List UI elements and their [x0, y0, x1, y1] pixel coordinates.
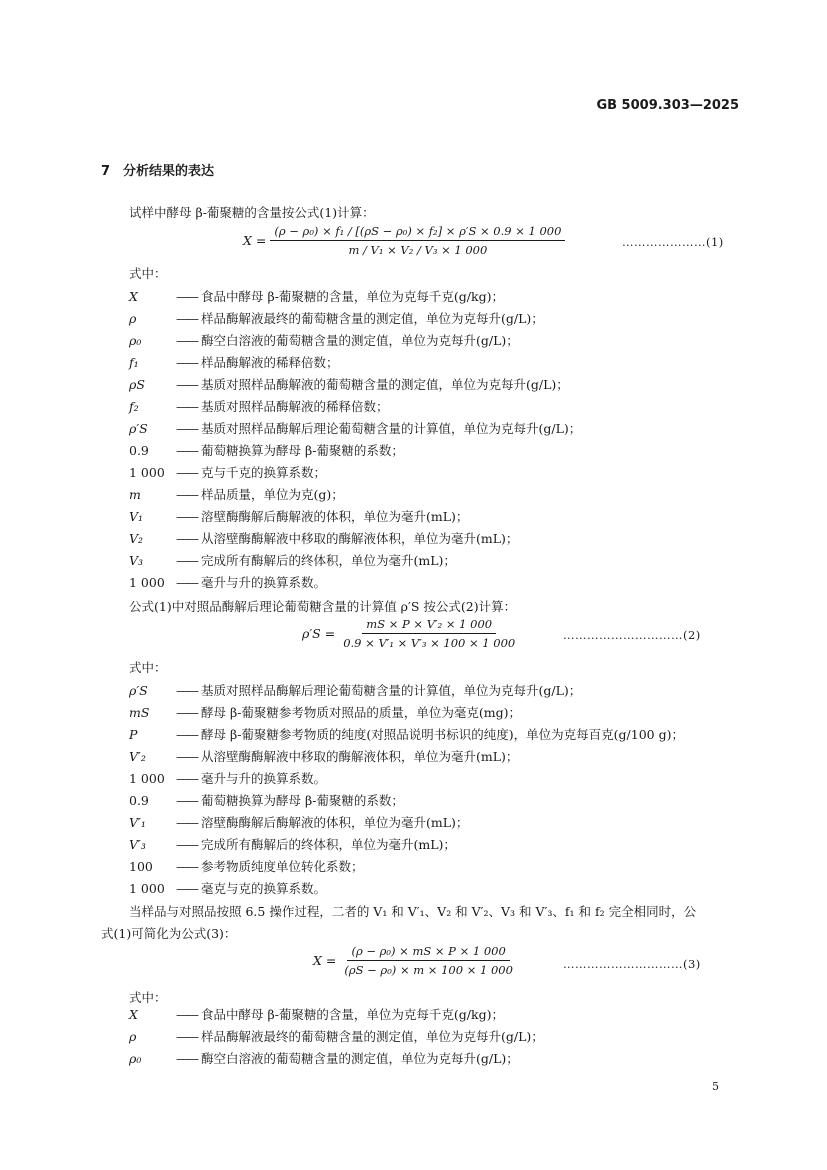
variable-description: 基质对照样品酶解液的稀释倍数；: [201, 399, 389, 414]
intro-formula-2: 公式(1)中对照品酶解后理论葡萄糖含量的计算值 ρ′S 按公式(2)计算：: [129, 599, 517, 614]
variable-symbol: V₂: [129, 531, 144, 546]
where-label-3: 式中：: [129, 990, 167, 1005]
formula-1-number: …………………(1): [622, 235, 724, 249]
formula-2-lhs: ρ′S =: [302, 626, 336, 641]
formula-3-denominator: (ρS − ρ₀) × m × 100 × 1 000: [344, 963, 513, 977]
variable-description: 酵母 β-葡聚糖参考物质的纯度(对照品说明书标识的纯度)，单位为克每百克(g/100 g)；: [201, 727, 684, 742]
variable-row: [129, 374, 569, 396]
definition-dash: ——: [176, 1051, 197, 1066]
definition-dash: ——: [176, 465, 197, 480]
definition-dash: ——: [176, 377, 197, 392]
variable-description: 毫升与升的换算系数。: [201, 771, 327, 786]
definition-dash: ——: [176, 859, 197, 874]
definition-dash: ——: [176, 771, 197, 786]
variable-symbol: ρS: [129, 377, 145, 392]
variable-row: [129, 572, 326, 594]
formula-3-number: …………………………(3): [563, 957, 701, 971]
variable-row: [129, 812, 468, 834]
variable-description: 葡萄糖换算为酵母 β-葡聚糖的系数；: [201, 443, 404, 458]
variable-symbol: m: [129, 487, 141, 502]
variable-row: [129, 352, 339, 374]
variable-symbol: X: [129, 1007, 138, 1022]
definition-dash: ——: [176, 333, 197, 348]
variable-symbol: P: [129, 727, 138, 742]
definition-dash: ——: [176, 311, 197, 326]
variable-symbol: 1 000: [129, 465, 165, 480]
section-title: 分析结果的表达: [123, 164, 215, 179]
variable-description: 酶空白溶液的葡萄糖含量的测定值，单位为克每升(g/L)；: [201, 333, 519, 348]
variable-symbol: mS: [129, 705, 150, 720]
variable-row: [129, 418, 581, 440]
variable-symbol: ρ: [129, 311, 137, 326]
variable-description: 酵母 β-葡聚糖参考物质对照品的质量，单位为毫克(mg)；: [201, 705, 522, 720]
variable-description: 样品酶解液的稀释倍数；: [201, 355, 339, 370]
formula-1: [243, 224, 565, 257]
definition-dash: ——: [176, 705, 197, 720]
variable-row: [129, 768, 326, 790]
variable-row: [129, 484, 344, 506]
variable-symbol: 1 000: [129, 771, 165, 786]
variable-symbol: 100: [129, 859, 153, 874]
page-number: 5: [712, 1080, 719, 1093]
variable-symbol: f₂: [129, 399, 139, 414]
variable-description: 参考物质纯度单位转化系数；: [201, 859, 364, 874]
variable-row: [129, 856, 364, 878]
formula-2-numerator: mS × P × V′₂ × 1 000: [362, 617, 496, 634]
variable-description: 从溶壁酶酶解液中移取的酶解液体积，单位为毫升(mL)；: [201, 531, 519, 546]
variable-symbol: ρ′S: [129, 683, 148, 698]
definition-dash: ——: [176, 793, 197, 808]
variable-row: [129, 506, 468, 528]
variable-row: [129, 396, 389, 418]
definition-dash: ——: [176, 487, 197, 502]
variable-description: 完成所有酶解后的终体积，单位为毫升(mL)；: [201, 837, 456, 852]
definition-dash: ——: [176, 553, 197, 568]
variable-row: [129, 550, 456, 572]
variable-row: [129, 834, 456, 856]
definition-dash: ——: [176, 727, 197, 742]
variable-description: 葡萄糖换算为酵母 β-葡聚糖的系数；: [201, 793, 404, 808]
intro-formula-3-line-1: 当样品与对照品按照 6.5 操作过程，二者的 V₁ 和 V′₁、V₂ 和 V′₂、V₃ 和 V′₃、f₁ 和 f₂ 完全相同时，公: [129, 904, 697, 919]
definition-dash: ——: [176, 749, 197, 764]
definition-dash: ——: [176, 1029, 197, 1044]
variable-symbol: 1 000: [129, 575, 165, 590]
variable-description: 基质对照样品酶解后理论葡萄糖含量的计算值，单位为克每升(g/L)；: [201, 683, 582, 698]
variable-row: [129, 680, 581, 702]
variable-symbol: V₁: [129, 509, 144, 524]
formula-1-fraction: [270, 224, 565, 257]
variable-description: 毫克与克的换算系数。: [201, 881, 327, 896]
variable-row: [129, 440, 404, 462]
variable-description: 基质对照样品酶解液的葡萄糖含量的测定值，单位为克每升(g/L)；: [201, 377, 569, 392]
formula-2-denominator: 0.9 × V′₁ × V′₃ × 100 × 1 000: [343, 636, 516, 650]
variable-description: 样品酶解液最终的葡萄糖含量的测定值，单位为克每升(g/L)；: [201, 1029, 544, 1044]
definition-dash: ——: [176, 509, 197, 524]
standard-number: GB 5009.303—2025: [596, 98, 739, 113]
variable-row: [129, 724, 684, 746]
definition-dash: ——: [176, 881, 197, 896]
definition-dash: ——: [176, 399, 197, 414]
variable-row: [129, 790, 404, 812]
variable-row: [129, 1004, 504, 1026]
variable-row: [129, 702, 521, 724]
variable-symbol: ρ₀: [129, 1051, 142, 1066]
definition-dash: ——: [176, 683, 197, 698]
variable-symbol: V′₁: [129, 815, 146, 830]
variable-description: 毫升与升的换算系数。: [201, 575, 327, 590]
variable-description: 食品中酵母 β-葡聚糖的含量，单位为克每千克(g/kg)；: [201, 289, 504, 304]
variable-description: 样品酶解液最终的葡萄糖含量的测定值，单位为克每升(g/L)；: [201, 311, 544, 326]
formula-2-number: …………………………(2): [563, 628, 701, 642]
variable-row: [129, 878, 326, 900]
variable-row: [129, 1048, 519, 1070]
variable-row: [129, 308, 544, 330]
variable-row: [129, 1026, 544, 1048]
variable-row: [129, 330, 519, 352]
variable-description: 基质对照样品酶解后理论葡萄糖含量的计算值，单位为克每升(g/L)；: [201, 421, 582, 436]
section-heading: [101, 160, 214, 179]
definition-dash: ——: [176, 815, 197, 830]
variable-symbol: V′₂: [129, 749, 146, 764]
intro-formula-3-line-2: 式(1)可简化为公式(3)：: [101, 926, 237, 941]
variable-symbol: ρ: [129, 1029, 137, 1044]
formula-2-fraction: [339, 617, 519, 650]
variable-description: 样品质量，单位为克(g)；: [201, 487, 344, 502]
formula-3-lhs: X =: [313, 953, 337, 968]
variable-symbol: 0.9: [129, 443, 149, 458]
variable-description: 从溶壁酶酶解液中移取的酶解液体积，单位为毫升(mL)；: [201, 749, 519, 764]
definition-dash: ——: [176, 837, 197, 852]
variable-symbol: 0.9: [129, 793, 149, 808]
formula-1-lhs: X =: [243, 233, 267, 248]
variable-symbol: V₃: [129, 553, 144, 568]
where-label-2: 式中：: [129, 660, 167, 675]
variable-description: 食品中酵母 β-葡聚糖的含量，单位为克每千克(g/kg)；: [201, 1007, 504, 1022]
section-number: 7: [101, 164, 111, 179]
formula-3: [313, 944, 517, 977]
variable-row: [129, 462, 326, 484]
definition-dash: ——: [176, 355, 197, 370]
variable-row: [129, 528, 518, 550]
formula-2: [302, 617, 519, 650]
definition-dash: ——: [176, 531, 197, 546]
definition-dash: ——: [176, 289, 197, 304]
where-label-1: 式中：: [129, 266, 167, 281]
variable-symbol: 1 000: [129, 881, 165, 896]
formula-1-numerator: (ρ − ρ₀) × f₁ / [(ρS − ρ₀) × f₂] × ρ′S × 0.9 × 1 000: [270, 224, 565, 241]
formula-3-numerator: (ρ − ρ₀) × mS × P × 1 000: [347, 944, 509, 961]
variable-symbol: V′₃: [129, 837, 146, 852]
formula-3-fraction: [340, 944, 517, 977]
definition-dash: ——: [176, 421, 197, 436]
variable-symbol: X: [129, 289, 138, 304]
formula-1-denominator: m / V₁ × V₂ / V₃ × 1 000: [348, 243, 488, 257]
variable-description: 克与千克的换算系数；: [201, 465, 327, 480]
variable-symbol: f₁: [129, 355, 139, 370]
definition-dash: ——: [176, 1007, 197, 1022]
definition-dash: ——: [176, 443, 197, 458]
definition-dash: ——: [176, 575, 197, 590]
variable-row: [129, 286, 504, 308]
variable-description: 溶壁酶酶解后酶解液的体积，单位为毫升(mL)；: [201, 509, 469, 524]
intro-formula-1: 试样中酵母 β-葡聚糖的含量按公式(1)计算：: [129, 205, 375, 220]
variable-description: 完成所有酶解后的终体积，单位为毫升(mL)；: [201, 553, 456, 568]
variable-description: 溶壁酶酶解后酶解液的体积，单位为毫升(mL)；: [201, 815, 469, 830]
variable-symbol: ρ₀: [129, 333, 142, 348]
variable-symbol: ρ′S: [129, 421, 148, 436]
variable-row: [129, 746, 518, 768]
variable-description: 酶空白溶液的葡萄糖含量的测定值，单位为克每升(g/L)；: [201, 1051, 519, 1066]
